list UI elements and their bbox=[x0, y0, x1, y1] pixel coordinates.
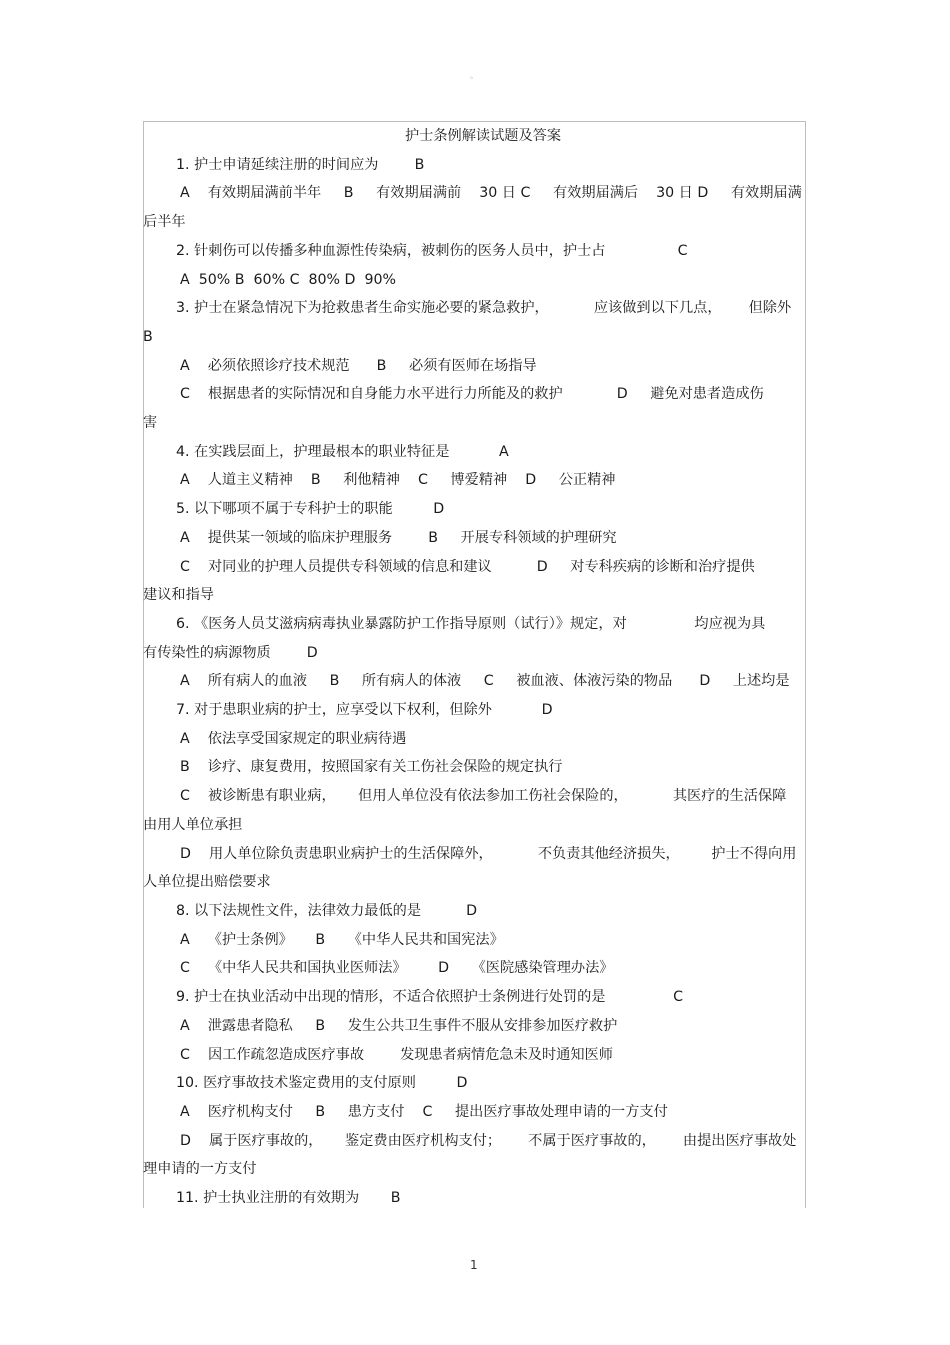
text-line: A 必须依照诊疗技术规范 B 必须有医师在场指导 bbox=[180, 357, 537, 374]
header-mark: 。 bbox=[470, 71, 478, 80]
text-line: 人单位提出赔偿要求 bbox=[143, 874, 271, 891]
text-line: 由用人单位承担 bbox=[143, 816, 243, 833]
text-line: C 被诊断患有职业病， 但用人单位没有依法参加工伤社会保险的， 其医疗的生活保障 bbox=[180, 788, 787, 805]
text-line: 11. 护士执业注册的有效期为 B bbox=[176, 1190, 401, 1207]
text-line: A 人道主义精神 B 利他精神 C 博爱精神 D 公正精神 bbox=[180, 472, 616, 489]
text-line: 6. 《医务人员艾滋病病毒执业暴露防护工作指导原则（试行）》规定，对 均应视为具 bbox=[176, 615, 766, 632]
text-line: D 用人单位除负责患职业病护士的生活保障外， 不负责其他经济损失， 护士不得向用 bbox=[180, 845, 797, 862]
text-line: 理申请的一方支付 bbox=[143, 1161, 257, 1178]
text-line: A 50% B 60% C 80% D 90% bbox=[180, 271, 397, 288]
text-line: A 所有病人的血液 B 所有病人的体液 C 被血液、体液污染的物品 D 上述均是 bbox=[180, 673, 790, 690]
text-line: A 泄露患者隐私 B 发生公共卫生事件不服从安排参加医疗救护 bbox=[180, 1017, 618, 1034]
text-line: 害 bbox=[143, 415, 158, 432]
text-line: A 依法享受国家规定的职业病待遇 bbox=[180, 730, 407, 747]
text-line: D 属于医疗事故的， 鉴定费由医疗机构支付； 不属于医疗事故的， 由提出医疗事故处 bbox=[180, 1132, 797, 1149]
text-line: 建议和指导 bbox=[143, 587, 214, 604]
page-number: 1 bbox=[470, 1258, 478, 1272]
text-line: A 医疗机构支付 B 患方支付 C 提出医疗事故处理申请的一方支付 bbox=[180, 1103, 668, 1120]
text-line: C 对同业的护理人员提供专科领域的信息和建议 D 对专科疾病的诊断和治疗提供 bbox=[180, 558, 755, 575]
text-line: A 提供某一领域的临床护理服务 B 开展专科领域的护理研究 bbox=[180, 529, 617, 546]
text-line: B 诊疗、康复费用，按照国家有关工伤社会保险的规定执行 bbox=[180, 759, 563, 776]
text-line: 9. 护士在执业活动中出现的情形，不适合依照护士条例进行处罚的是 C bbox=[176, 989, 684, 1006]
text-line: C 根据患者的实际情况和自身能力水平进行力所能及的救护 D 避免对患者造成伤 bbox=[180, 386, 764, 403]
text-line: 7. 对于患职业病的护士，应享受以下权利，但除外 D bbox=[176, 702, 553, 719]
text-line: 2. 针刺伤可以传播多种血源性传染病，被刺伤的医务人员中，护士占 C bbox=[176, 242, 688, 259]
text-line: C 因工作疏忽造成医疗事故 发现患者病情危急未及时通知医师 bbox=[180, 1046, 613, 1063]
document-body bbox=[143, 122, 803, 1213]
text-line: 5. 以下哪项不属于专科护士的职能 D bbox=[176, 501, 445, 518]
text-line: 8. 以下法规性文件，法律效力最低的是 D bbox=[176, 902, 478, 919]
text-line: 10. 医疗事故技术鉴定费用的支付原则 D bbox=[176, 1075, 468, 1092]
text-line: A 有效期届满前半年 B 有效期届满前 30 日 C 有效期届满后 30 日 D 有效期届满 bbox=[180, 185, 802, 202]
text-line: 后半年 bbox=[143, 214, 186, 231]
text-line: A 《护士条例》 B 《中华人民共和国宪法》 bbox=[180, 931, 504, 948]
text-line: 1. 护士申请延续注册的时间应为 B bbox=[176, 156, 425, 173]
text-line: B bbox=[143, 328, 153, 345]
text-line: 3. 护士在紧急情况下为抢救患者生命实施必要的紧急救护， 应该做到以下几点， 但除外 bbox=[176, 300, 792, 317]
text-line: 有传染性的病源物质 D bbox=[143, 644, 318, 661]
text-line: 4. 在实践层面上，护理最根本的职业特征是 A bbox=[176, 443, 509, 460]
page-title: 护士条例解读试题及答案 bbox=[404, 128, 562, 144]
text-line: C 《中华人民共和国执业医师法》 D 《医院感染管理办法》 bbox=[180, 960, 614, 977]
